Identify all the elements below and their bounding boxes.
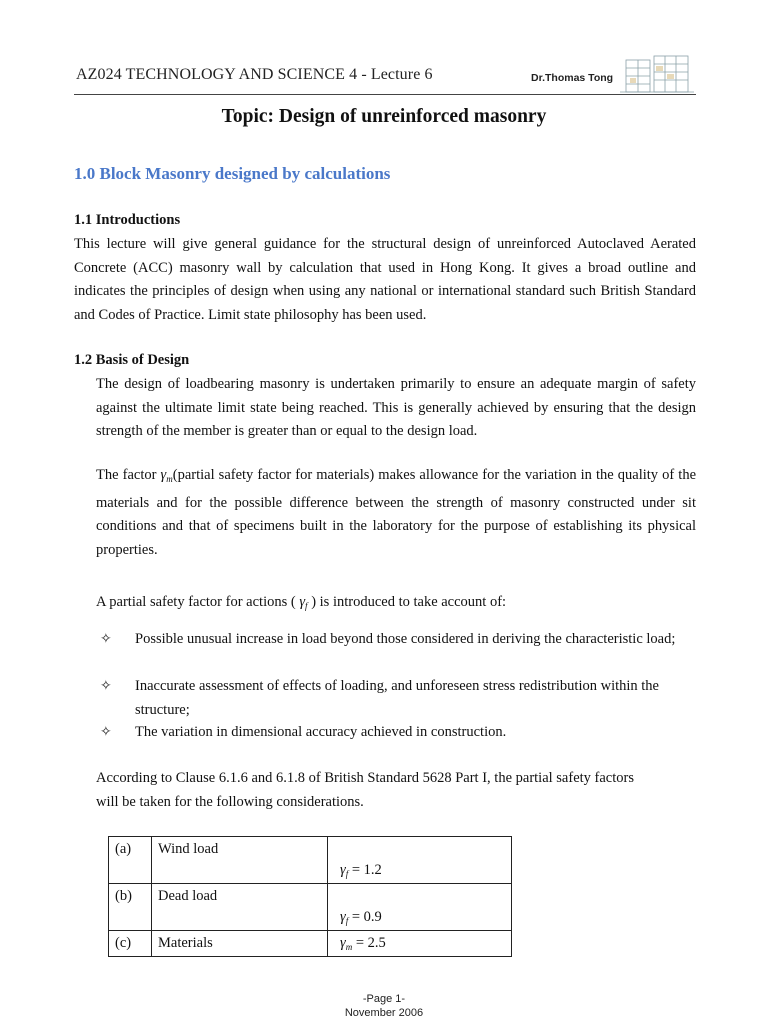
page-topic: Topic: Design of unreinforced masonry <box>221 106 547 127</box>
gamma-subscript: f <box>305 601 308 611</box>
gamma-subscript: f <box>345 916 349 926</box>
row-name: Materials <box>152 931 328 957</box>
list-item <box>100 675 696 722</box>
star-bullet-icon: ✧ <box>100 632 112 647</box>
gamma-symbol: γ <box>340 862 346 878</box>
factor-value: = 1.2 <box>348 862 382 878</box>
factor-value: = 0.9 <box>348 909 382 925</box>
gamma-subscript: m <box>166 474 173 484</box>
section-heading: 1.0 Block Masonry designed by calculations <box>74 164 391 183</box>
safety-factor-table <box>108 836 512 957</box>
star-bullet-icon: ✧ <box>100 679 112 694</box>
bullet-text: Inaccurate assessment of effects of loading, and unforeseen stress redistribution within the structure; <box>135 678 659 718</box>
page-date: November 2006 <box>344 1007 424 1019</box>
gamma-symbol: γ <box>340 935 346 951</box>
gamma-subscript: m <box>345 942 353 952</box>
page-header <box>74 64 696 95</box>
row-id: (a) <box>109 837 152 884</box>
intro-paragraph: This lecture will give general guidance for the structural design of unreinforced Autoclaved Aerated Concrete (ACC) masonry wall by calculation that used in Hong Kong. It gives a broad outline and indicates the principles of design when using any national or international standard such British Standard and Codes of Practice. Limit state philosophy has been used. <box>74 236 696 323</box>
row-id: (b) <box>109 884 152 931</box>
row-factor <box>328 931 512 957</box>
p3-tail: ) is introduced to take account of: <box>307 594 507 610</box>
author-name: Dr.Thomas Tong <box>531 72 614 84</box>
intro-heading: 1.1 Introductions <box>74 212 181 228</box>
gamma-symbol: γ <box>299 594 306 610</box>
basis-paragraph-4: According to Clause 6.1.6 and 6.1.8 of British Standard 5628 Part I, the partial safety factors will be taken for the following considerations. <box>96 770 634 810</box>
factor-value: = 2.5 <box>352 935 386 951</box>
p2-lead: The factor <box>96 467 161 483</box>
row-id: (c) <box>109 931 152 957</box>
row-name: Wind load <box>152 837 328 884</box>
basis-heading: 1.2 Basis of Design <box>74 352 190 368</box>
basis-paragraph-1: The design of loadbearing masonry is undertaken primarily to ensure an adequate margin of safety against the ultimate limit state being reached. This is generally achieved by ensuring that the design strength of the member is greater than or equal to the design load. <box>96 376 696 439</box>
list-item <box>100 628 696 652</box>
gamma-symbol: γ <box>160 467 167 483</box>
gamma-symbol: γ <box>340 909 346 925</box>
building-sketch-logo <box>618 54 696 94</box>
row-name: Dead load <box>152 884 328 931</box>
star-bullet-icon: ✧ <box>100 725 112 740</box>
bullet-text: The variation in dimensional accuracy achieved in construction. <box>135 724 507 740</box>
basis-paragraph-2 <box>96 464 696 562</box>
row-factor <box>328 884 512 931</box>
course-title: AZ024 TECHNOLOGY AND SCIENCE 4 - Lecture 6 <box>76 66 433 83</box>
list-item <box>100 721 696 745</box>
table-row <box>109 884 512 931</box>
table-row <box>109 837 512 884</box>
table-row <box>109 931 512 957</box>
basis-paragraph-3 <box>96 591 696 619</box>
p3-lead: A partial safety factor for actions ( <box>96 594 300 610</box>
page-number: -Page 1- <box>362 993 406 1005</box>
p2-body: (partial safety factor for materials) makes allowance for the variation in the quality of the materials and for the possible difference between the strength of masonry constructed under sit conditions and that of specimens built in the laboratory for the purpose of establishing its physical properties. <box>96 467 697 558</box>
gamma-subscript: f <box>345 869 349 879</box>
bullet-text: Possible unusual increase in load beyond those considered in deriving the characteristic load; <box>135 631 676 647</box>
row-factor <box>328 837 512 884</box>
